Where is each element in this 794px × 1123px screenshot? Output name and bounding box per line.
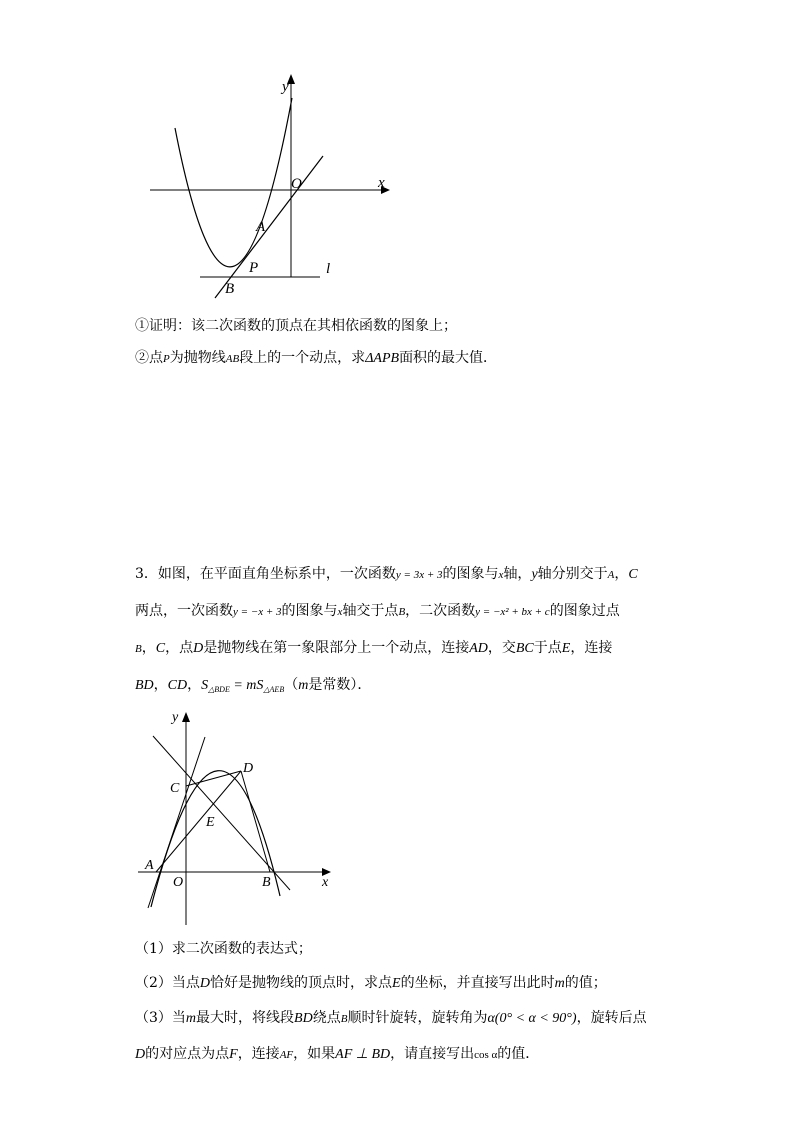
formula-line-1: y = 3x + 3 xyxy=(395,569,443,581)
question-2-text: 恰好是抛物线的顶点时，求点 xyxy=(210,975,393,991)
item-2 xyxy=(135,349,497,368)
segment-ad: AD xyxy=(469,641,488,656)
figure-1-parabola-graph xyxy=(140,70,400,300)
fig2-label-o: O xyxy=(173,875,184,890)
item-2-text: 为抛物线 xyxy=(169,350,226,366)
area-equation: = m xyxy=(229,678,257,693)
point-b: B xyxy=(135,643,142,655)
var-y: y xyxy=(531,567,538,582)
fig2-segment-bd xyxy=(241,771,270,872)
problem-3-text: 轴分别交于 xyxy=(537,566,608,582)
problem-3-line-3 xyxy=(135,639,612,658)
fig2-line-bc xyxy=(153,736,290,890)
question-2-text: 的坐标，并直接写出此时 xyxy=(400,975,555,991)
fig2-label-b: B xyxy=(262,875,271,890)
point-a: A xyxy=(607,569,615,581)
segment-bd: BD xyxy=(135,678,154,693)
area-s1-subscript: △BDE xyxy=(208,685,230,694)
fig2-label-e: E xyxy=(206,815,215,830)
problem-3-text: ，交 xyxy=(487,640,516,656)
var-x: x xyxy=(337,606,343,618)
problem-3-text: 轴， xyxy=(503,566,532,582)
area-s2: S xyxy=(256,678,264,693)
problem-3-text: 两点，一次函数 xyxy=(135,603,233,619)
fig2-segment-cd xyxy=(186,771,241,786)
point-c: C xyxy=(155,641,166,656)
problem-3-text: 的图象与 xyxy=(281,603,338,619)
segment-bd: BD xyxy=(294,1011,313,1026)
problem-3-number: 3． xyxy=(135,566,158,582)
question-3-text: （3）当 xyxy=(135,1010,186,1026)
formula-parabola: y = −x² + bx + c xyxy=(475,606,550,618)
problem-3-text: 如图，在平面直角坐标系中，一次函数 xyxy=(157,566,396,582)
problem-3-text: 是抛物线在第一象限部分上一个动点，连接 xyxy=(203,640,470,656)
question-3-text: ，如果 xyxy=(293,1046,336,1062)
question-3-line-1 xyxy=(135,1009,647,1028)
question-1-text: （1）求二次函数的表达式； xyxy=(135,941,312,957)
question-3-text: 的值． xyxy=(497,1046,540,1062)
fig1-label-x: x xyxy=(378,175,385,191)
var-m: m xyxy=(185,1011,197,1026)
problem-3-text: 轴交于点 xyxy=(342,603,399,619)
question-3-text: ，旋转后点 xyxy=(576,1010,647,1026)
question-2-text: （2）当点 xyxy=(135,975,200,991)
point-e: E xyxy=(392,976,401,991)
question-3-text: 的对应点为点 xyxy=(145,1046,230,1062)
question-2 xyxy=(135,974,607,993)
question-1 xyxy=(135,940,312,958)
question-3-text: ，请直接写出 xyxy=(390,1046,475,1062)
fig1-label-p: P xyxy=(249,260,259,276)
fig2-label-a: A xyxy=(145,858,154,873)
point-b: B xyxy=(398,606,406,618)
point-e: E xyxy=(561,641,571,656)
problem-3-text: 于点 xyxy=(533,640,562,656)
problem-3-text: ，点 xyxy=(165,640,194,656)
area-s1: S xyxy=(201,678,209,693)
problem-3-text: 的图象过点 xyxy=(549,603,620,619)
item-2-triangle: ΔAPB xyxy=(365,351,400,366)
formula-line-2: y = −x + 3 xyxy=(233,606,282,618)
item-2-text: 段上的一个动点，求 xyxy=(239,350,366,366)
figure-2-coordinate-graph xyxy=(130,705,340,930)
problem-3-text: ，二次函数 xyxy=(405,603,476,619)
angle-range: α(0° < α < 90°) xyxy=(487,1011,577,1026)
item-1-marker: ① xyxy=(135,318,149,334)
point-b: B xyxy=(340,1013,348,1025)
item-2-p: P xyxy=(163,353,170,365)
segment-bc: BC xyxy=(515,641,534,656)
problem-3-text: ， xyxy=(614,566,629,582)
problem-3-line-1 xyxy=(135,565,638,584)
perpendicular-condition: AF ⊥ BD xyxy=(335,1047,391,1062)
fig2-label-d: D xyxy=(243,761,254,776)
fig1-label-l: l xyxy=(326,261,331,277)
point-c: C xyxy=(628,567,638,582)
point-d: D xyxy=(193,641,204,656)
question-2-text: 的值； xyxy=(564,975,607,991)
point-d: D xyxy=(199,976,211,991)
problem-3-line-4 xyxy=(135,676,371,699)
problem-3-text: ， xyxy=(153,677,168,693)
question-3-line-2 xyxy=(135,1045,539,1064)
fig2-label-c: C xyxy=(170,781,180,796)
problem-3-text: 的图象与 xyxy=(442,566,499,582)
var-m: m xyxy=(554,976,565,991)
var-m: m xyxy=(298,678,309,693)
item-2-marker: ② xyxy=(135,350,149,366)
fig1-label-a: A xyxy=(256,219,266,235)
fig1-parabola xyxy=(175,98,292,267)
point-d: D xyxy=(135,1047,146,1062)
problem-3-text: 是常数）． xyxy=(308,677,372,693)
item-2-text: 面积的最大值． xyxy=(399,350,498,366)
fig2-segment-ad xyxy=(156,771,241,872)
point-f: F xyxy=(229,1047,238,1062)
fig2-label-x: x xyxy=(322,875,329,890)
fig1-label-o: O xyxy=(291,176,302,192)
problem-3-line-2 xyxy=(135,602,620,621)
problem-3-text: ，连接 xyxy=(570,640,613,656)
item-1-text: 证明：该二次函数的顶点在其相依函数的图象上； xyxy=(149,318,457,334)
fig2-label-y: y xyxy=(172,710,179,725)
segment-cd: CD xyxy=(167,678,188,693)
question-3-text: 顺时针旋转，旋转角为 xyxy=(347,1010,488,1026)
item-2-text: 点 xyxy=(149,350,163,366)
problem-3-text: ， xyxy=(141,640,156,656)
problem-3-text: ， xyxy=(187,677,202,693)
area-s2-subscript: △AEB xyxy=(263,685,285,694)
cos-alpha: cos α xyxy=(474,1049,498,1061)
var-x: x xyxy=(498,569,504,581)
fig1-label-y: y xyxy=(282,79,289,95)
problem-3-text: （ xyxy=(284,677,299,693)
item-2-ab: AB xyxy=(225,353,240,365)
question-3-text: ，连接 xyxy=(237,1046,280,1062)
item-1 xyxy=(135,317,457,335)
fig2-y-arrow xyxy=(182,712,190,722)
question-3-text: 绕点 xyxy=(312,1010,341,1026)
question-3-text: 最大时，将线段 xyxy=(196,1010,295,1026)
segment-af: AF xyxy=(279,1049,294,1061)
fig1-label-b: B xyxy=(225,281,235,297)
